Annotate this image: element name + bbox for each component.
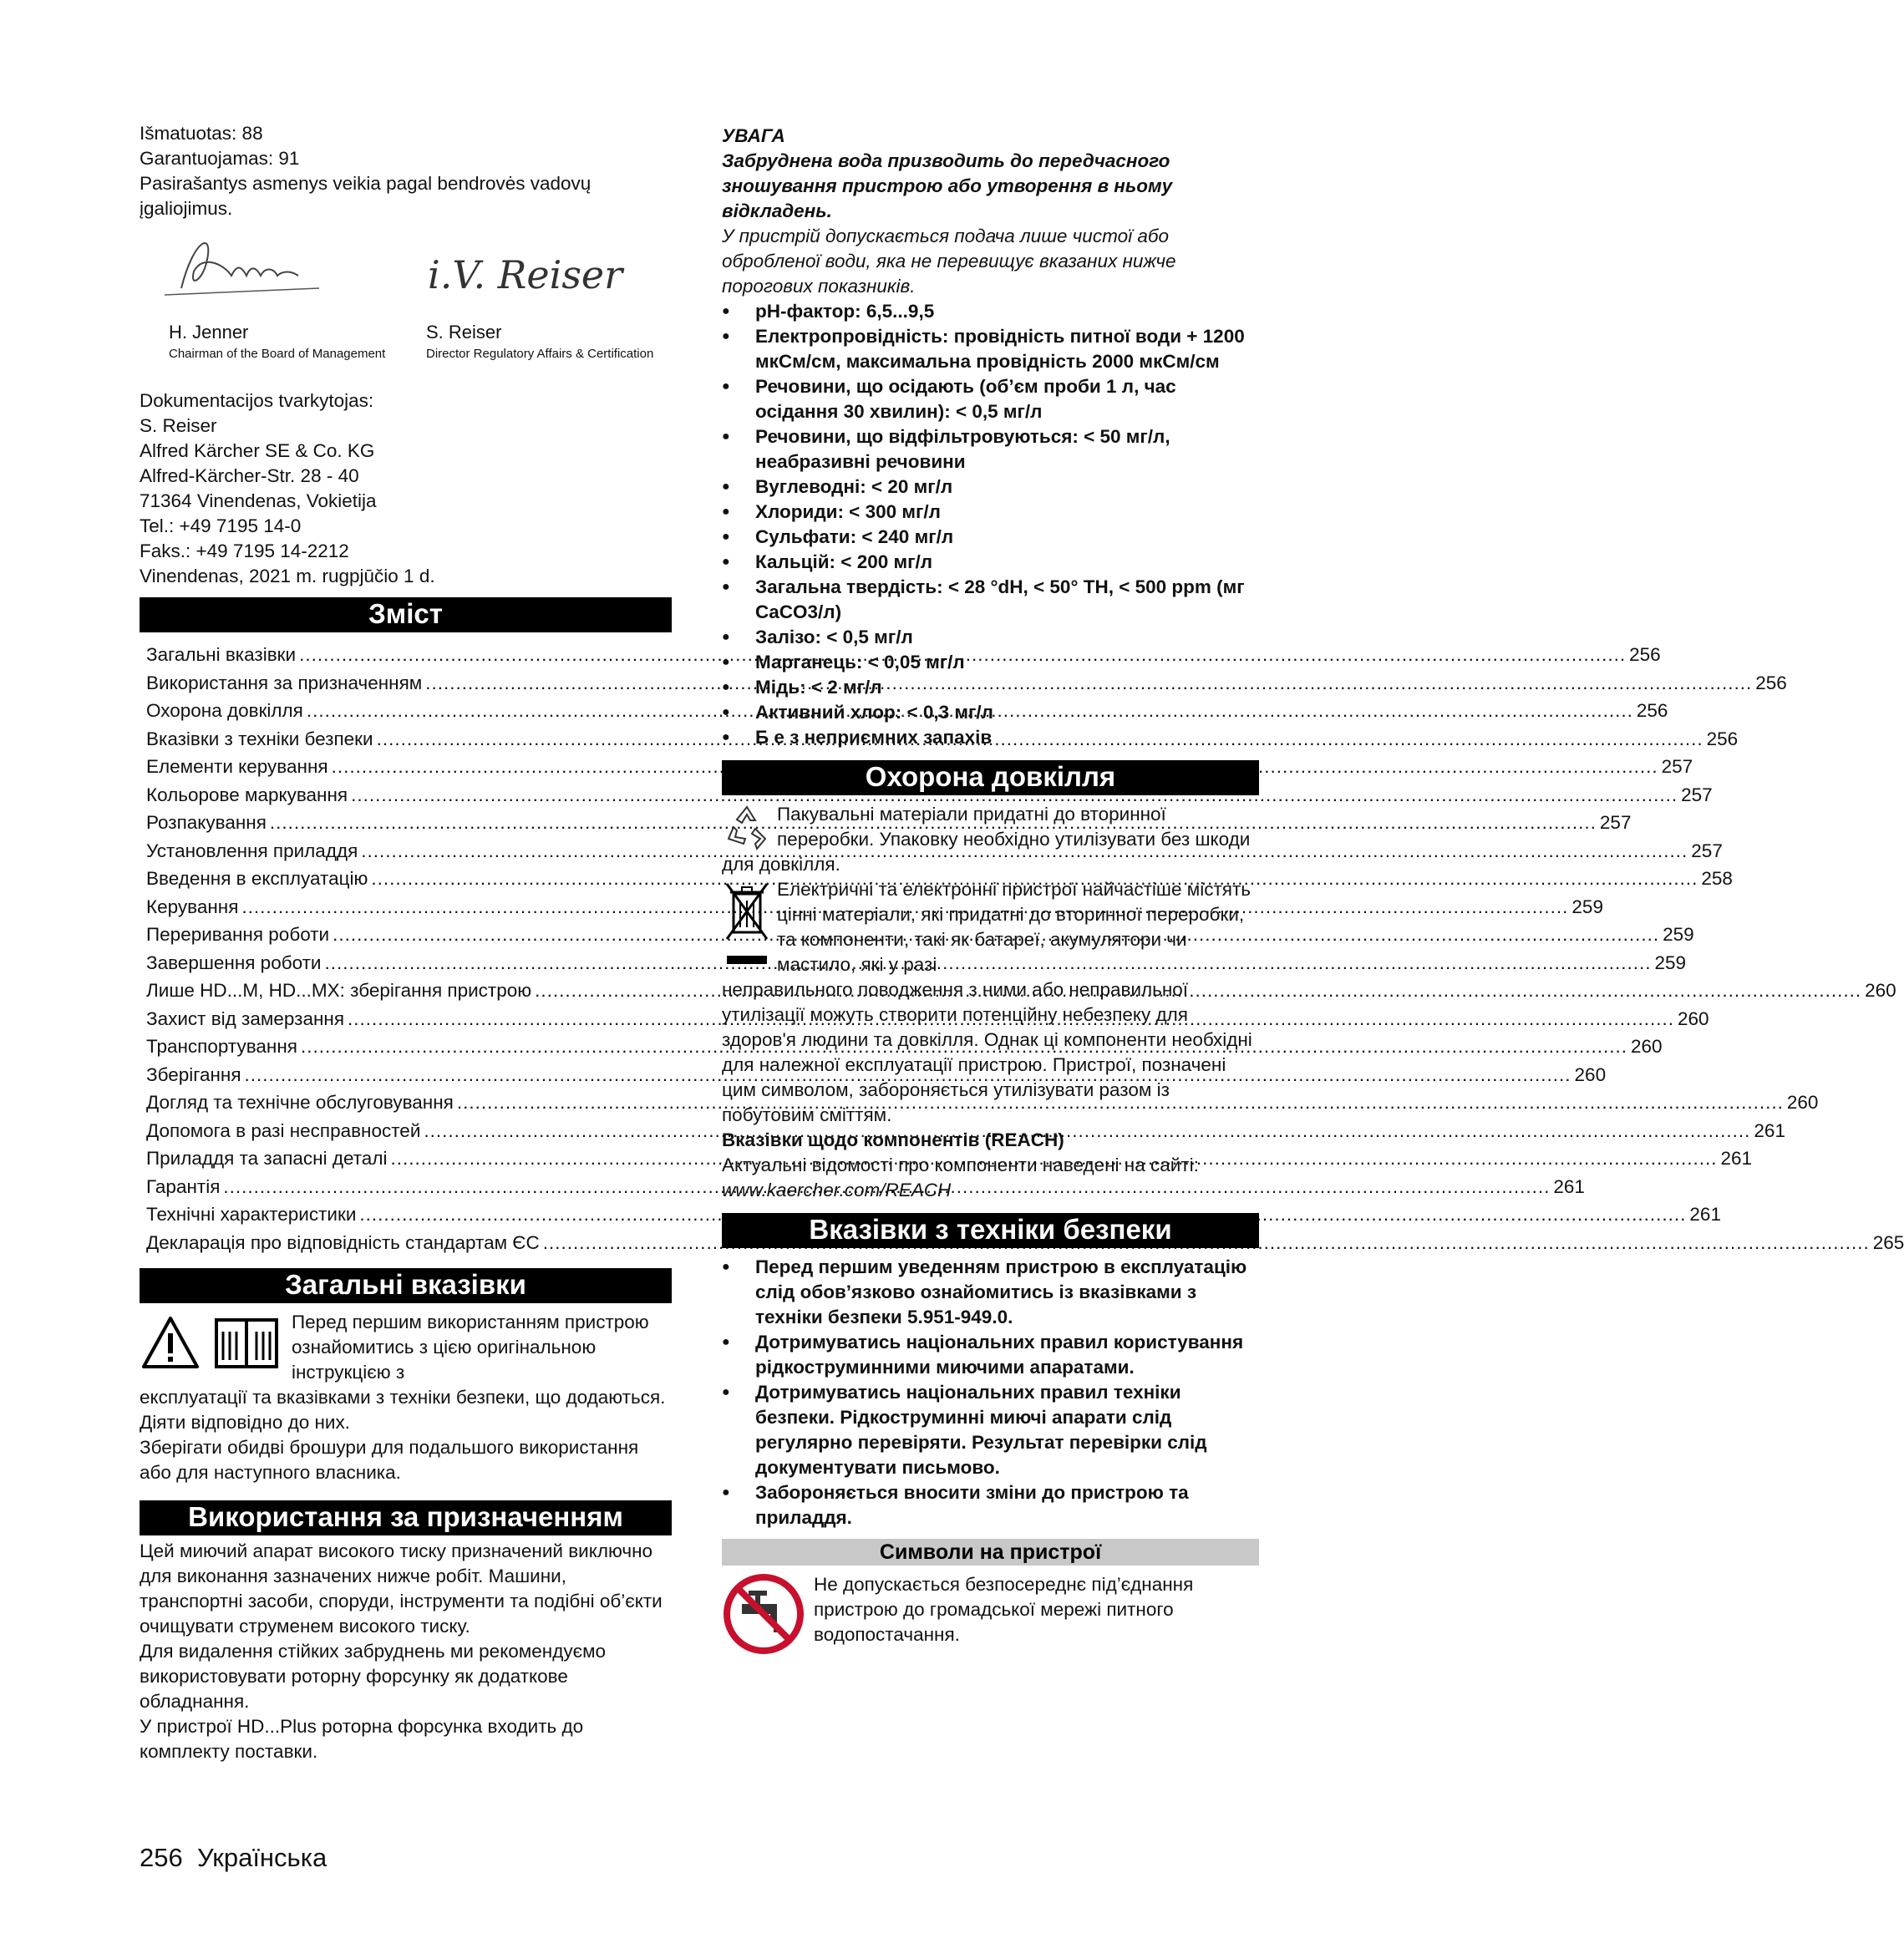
signature-jenner-image <box>156 230 323 305</box>
toc-item-label: Лише HD...M, HD...MX: зберігання пристрою <box>146 980 532 1001</box>
warning-italic-text: У пристрій допускається подача лише чистої або обробленої води, яка не перевищує вказаних нижче порогових показників. <box>722 226 1176 297</box>
page-number: 256 <box>140 1843 183 1872</box>
signer-name: S. Reiser <box>426 322 502 343</box>
water-limit-item: ● Електропровідність: провідність питної води + 1200 мкСм/см, максимальна провідність 2000 мкСм/см <box>722 324 1259 374</box>
toc-item[interactable] <box>140 949 1687 977</box>
toc-item-label: Кольорове маркування <box>146 784 348 805</box>
toc-item-label: Вказівки з техніки безпеки <box>146 728 373 749</box>
water-limit-item: ● Речовини, що відфільтровуються: < 50 мг/л, неабразивні речовини <box>722 424 1259 475</box>
general-section <box>140 1310 672 1485</box>
toc-item-page: 261 <box>1553 1175 1585 1197</box>
no-drinking-water-icon-box <box>722 1572 814 1656</box>
toc-item[interactable] <box>140 781 1713 810</box>
toc-item-label: Загальні вказівки <box>146 644 297 665</box>
toc-heading: Зміст <box>140 597 672 632</box>
toc-item-label: Догляд та технічне обслуговування <box>146 1092 454 1113</box>
page-footer <box>140 1843 327 1873</box>
doc-line: Vinendenas, 2021 m. rugpjūčio 1 d. <box>140 566 435 586</box>
toc-item-page: 260 <box>1631 1036 1663 1057</box>
safety-list <box>722 1255 1259 1530</box>
doc-line: Alfred-Kärcher-Str. 28 - 40 <box>140 465 359 486</box>
water-limit-item: ● Загальна твердість: < 28 °dH, < 50° TH, < 500 ppm (мг CaCO3/л) <box>722 575 1259 625</box>
warning-triangle-icon <box>141 1315 200 1370</box>
signer-name: H. Jenner <box>169 322 249 343</box>
toc-item[interactable] <box>140 1005 1709 1033</box>
toc-item[interactable] <box>140 1061 1607 1089</box>
toc-item[interactable] <box>140 977 1896 1005</box>
general-icons <box>140 1310 292 1380</box>
warning-label: УВАГА <box>722 125 785 146</box>
toc-item-label: Транспортування <box>146 1036 297 1057</box>
toc-item-page: 260 <box>1865 980 1896 1001</box>
reach-link[interactable]: www.kaercher.com/REACH <box>722 1180 952 1200</box>
toc-item-label: Розпакування <box>146 812 267 833</box>
signature-reiser-image <box>424 238 623 305</box>
doc-line: 71364 Vinendenas, Vokietija <box>140 490 377 511</box>
toc-item-page: 265 <box>1872 1231 1904 1253</box>
toc-item-page: 260 <box>1786 1092 1819 1113</box>
water-limit-item: ● Вуглеводні: < 20 мг/л <box>722 475 1259 500</box>
toc-item-page: 261 <box>1720 1148 1753 1169</box>
manual-book-icon <box>213 1315 280 1370</box>
safety-item: ● Дотримуватись національних правил техніки безпеки. Рідкоструминні миючі апарати слід регулярно перевіряти. Результат перевірки слід документувати письмово. <box>722 1380 1259 1480</box>
toc-item[interactable] <box>140 809 1632 837</box>
toc-item-page: 260 <box>1678 1007 1709 1029</box>
page-language: Українська <box>196 1843 327 1872</box>
toc-item[interactable] <box>140 921 1694 949</box>
toc-item-label: Елементи керування <box>146 756 328 777</box>
toc-item-page: 261 <box>1689 1204 1721 1225</box>
toc-item[interactable] <box>140 893 1603 921</box>
toc-item-label: Технічні характеристики <box>146 1204 357 1225</box>
recycling-icon <box>722 802 772 852</box>
recycling-icon-box <box>722 802 777 852</box>
water-limit-item: ● Хлориди: < 300 мг/л <box>722 500 1259 525</box>
water-limit-item: ● Залізо: < 0,5 мг/л <box>722 625 1259 650</box>
declaration-line: Garantuojamas: 91 <box>140 148 300 169</box>
toc-item-label: Гарантія <box>146 1175 221 1197</box>
toc-item[interactable] <box>140 837 1723 865</box>
water-limit-item: ● Сульфати: < 240 мг/л <box>722 525 1259 550</box>
toc-item-page: 259 <box>1654 952 1687 973</box>
toc-item-label: Установлення приладдя <box>146 840 358 861</box>
toc-item-label: Використання за призначенням <box>146 672 423 693</box>
safety-heading: Вказівки з техніки безпеки <box>722 1213 1259 1248</box>
general-heading: Загальні вказівки <box>140 1268 672 1303</box>
environment-text-1: Пакувальні матеріали придатні до вторинної переробки. Упаковку необхідно утилізувати без шкоди для довкілля. <box>722 804 1251 875</box>
usage-text-2: Для видалення стійких забруднень ми рекомендуємо використовувати роторну форсунку як додаткове обладнання. <box>140 1641 607 1712</box>
toc-item-label: Зберігання <box>146 1063 241 1085</box>
toc-item-page: 257 <box>1599 812 1632 833</box>
toc-item-page: 256 <box>1706 728 1739 749</box>
signer-role: Director Regulatory Affairs & Certification <box>426 347 654 361</box>
toc-item[interactable] <box>140 1200 1721 1229</box>
toc-item-page: 261 <box>1754 1119 1785 1141</box>
toc-item[interactable] <box>140 1033 1663 1061</box>
doc-line: Tel.: +49 7195 14-0 <box>140 515 302 536</box>
water-limit-item: ● Активний хлор: < 0,3 мг/л <box>722 700 1259 725</box>
toc-item[interactable] <box>140 865 1733 893</box>
signer-role: Chairman of the Board of Management <box>169 347 386 361</box>
toc-item-page: 256 <box>1629 644 1661 665</box>
symbol-description: Не допускається безпосереднє під’єднання пристрою до громадської мережі питного водопостачання. <box>814 1574 1194 1645</box>
reach-text-body: Актуальні відомості про компоненти наведені на сайті: <box>722 1155 1199 1175</box>
toc-item-label: Захист від замерзання <box>146 1007 344 1029</box>
general-text-1a: Перед першим використанням пристрою ознайомитись з цією оригінальною інструкцією з <box>292 1312 649 1383</box>
toc-item-page: 256 <box>1636 700 1668 721</box>
toc-item-label: Керування <box>146 896 239 917</box>
environment-heading: Охорона довкілля <box>722 760 1259 795</box>
environment-text-2b: неправильного поводження з ними або неправильної утилізації можуть створити потенційну небезпеку для здоров'я людини та довкілля. Однак ці компоненти необхідні для належної експлуатації пристрою. Пристрої, позначені цим символом, забороняється утилізувати разом із побутовим сміттям. <box>722 979 1252 1125</box>
general-text-2: Зберігати обидві брошури для подальшого використання або для наступного власника. <box>140 1437 639 1483</box>
symbols-heading: Символи на пристрої <box>722 1539 1259 1566</box>
toc-item-label: Переривання роботи <box>146 924 330 945</box>
water-limit-item: ● Речовини, що осідають (об’єм проби 1 л, час осідання 30 хвилин): < 0,5 мг/л <box>722 374 1259 424</box>
safety-item: ● Дотримуватись національних правил користування рідкоструминними миючими апаратами. <box>722 1330 1259 1380</box>
water-limit-item: ● Б е з неприємних запахів <box>722 725 1259 750</box>
right-column <box>722 0 1259 1656</box>
water-limit-item: ● Марганець: < 0,05 мг/л <box>722 650 1259 675</box>
toc-item-page: 258 <box>1701 868 1733 889</box>
environment-text-2a: Електричні та електронні пристрої найчастіше містять цінні матеріали, які придатні до вторинної переробки, та компоненти, такі як батареї, акумулятори чи мастило, які у разі <box>777 879 1251 975</box>
doc-line: Faks.: +49 7195 14-2212 <box>140 541 349 561</box>
toc-item[interactable] <box>140 1089 1819 1117</box>
usage-text-1: Цей миючий апарат високого тиску призначений виключно для виконання зазначених нижче робіт. Машини, транспортні засоби, споруди, інструменти та подібні об’єкти очищувати струменем високого тиску. <box>140 1540 663 1637</box>
symbols-section <box>722 1572 1259 1647</box>
no-drinking-water-connection-icon <box>722 1572 805 1656</box>
signature-reiser-mark: i.V. Reiser <box>428 252 623 297</box>
toc-item-page: 257 <box>1681 784 1713 805</box>
toc-item-page: 259 <box>1571 896 1603 917</box>
toc-item-page: 259 <box>1663 924 1694 945</box>
weee-icon-box <box>722 877 777 971</box>
usage-heading: Використання за призначенням <box>140 1500 672 1535</box>
water-limits-list <box>722 299 1259 750</box>
water-limit-item: ● pH-фактор: 6,5...9,5 <box>722 299 1259 324</box>
environment-section <box>722 802 1259 1203</box>
declaration-line: Pasirašantys asmenys veikia pagal bendrovės vadovų įgaliojimus. <box>140 173 592 219</box>
usage-text-3: У пристрої HD...Plus роторна форсунка входить до комплекту поставки. <box>140 1716 584 1762</box>
reach-title: Вказівки щодо компонентів (REACH) <box>722 1129 1064 1150</box>
toc-item-label: Охорона довкілля <box>146 700 303 721</box>
toc-item-label: Декларація про відповідність стандартам ЄС <box>146 1231 540 1253</box>
general-text-1b: експлуатації та вказівками з техніки безпеки, що додаються. Діяти відповідно до них. <box>140 1387 666 1433</box>
water-limit-item: ● Кальцій: < 200 мг/л <box>722 550 1259 575</box>
doc-line: S. Reiser <box>140 415 217 436</box>
toc-item-page: 260 <box>1574 1063 1607 1085</box>
toc-item-label: Приладдя та запасні деталі <box>146 1148 388 1169</box>
safety-item: ● Перед першим уведенням пристрою в експлуатацію слід обов’язково ознайомитись із вказівками з техніки безпеки 5.951-949.0. <box>722 1255 1259 1330</box>
toc-item-label: Введення в експлуатацію <box>146 868 368 889</box>
declaration-line: Išmatuotas: 88 <box>140 123 263 144</box>
water-limit-item: ● Мідь: < 2 мг/л <box>722 675 1259 700</box>
doc-line: Alfred Kärcher SE & Co. KG <box>140 440 375 461</box>
safety-item: ● Забороняється вносити зміни до пристрою та приладдя. <box>722 1480 1259 1530</box>
toc-item-label: Завершення роботи <box>146 952 322 973</box>
toc-item-label: Допомога в разі несправностей <box>146 1119 421 1141</box>
crossed-bin-icon <box>722 877 772 971</box>
doc-line: Dokumentacijos tvarkytojas: <box>140 390 374 411</box>
signature-block <box>140 221 672 380</box>
warning-bold-text: Забруднена вода призводить до передчасного зношування пристрою або утворення в ньому відкладень. <box>722 150 1173 221</box>
reach-text <box>722 1153 1259 1203</box>
toc-item-page: 257 <box>1691 840 1723 861</box>
toc-item-page: 256 <box>1755 672 1787 693</box>
toc-item-page: 257 <box>1661 756 1693 777</box>
